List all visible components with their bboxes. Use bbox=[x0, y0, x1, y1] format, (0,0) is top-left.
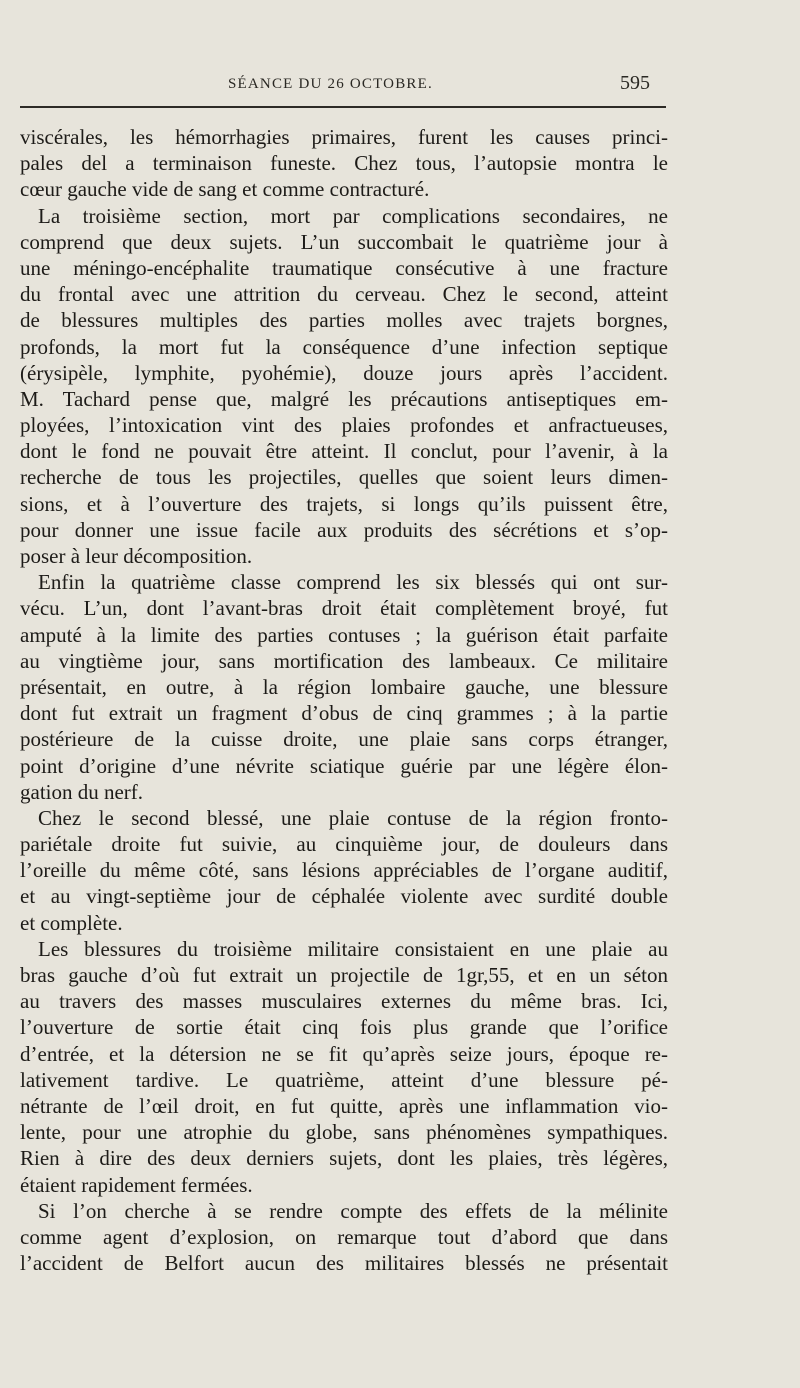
text-line: pales del a terminaison funeste. Chez tous, l’autopsie montra le bbox=[20, 151, 668, 176]
text-line: sions, et à l’ouverture des trajets, si longs qu’ils puissent être, bbox=[20, 491, 668, 516]
text-line: une méningo-encéphalite traumatique consécutive à une fracture bbox=[20, 255, 668, 280]
text-line: l’oreille du même côté, sans lésions appréciables de l’organe auditif, bbox=[20, 858, 668, 883]
text-line: gation du nerf. bbox=[20, 779, 144, 804]
text-line: lente, pour une atrophie du globe, sans phénomènes sympathiques. bbox=[20, 1120, 668, 1145]
body-text bbox=[20, 124, 668, 1276]
text-line: comme agent d’explosion, on remarque tout d’abord que dans bbox=[20, 1224, 668, 1249]
text-line: au vingtième jour, sans mortification des lambeaux. Ce militaire bbox=[20, 648, 668, 673]
text-line: profonds, la mort fut la conséquence d’une infection septique bbox=[20, 334, 668, 359]
text-line: vécu. L’un, dont l’avant-bras droit était complètement broyé, fut bbox=[20, 596, 668, 621]
running-title: SÉANCE DU 26 OCTOBRE. bbox=[228, 76, 433, 92]
text-line: amputé à la limite des parties contuses ; la guérison était parfaite bbox=[20, 622, 668, 647]
text-line: Rien à dire des deux derniers sujets, dont les plaies, très légères, bbox=[20, 1146, 668, 1171]
text-line: l’ouverture de sortie était cinq fois plus grande que l’orifice bbox=[20, 1015, 668, 1040]
header-rule bbox=[20, 106, 666, 108]
text-line: de blessures multiples des parties molles avec trajets borgnes, bbox=[20, 308, 668, 333]
text-line: La troisième section, mort par complications secondaires, ne bbox=[38, 203, 668, 228]
text-line: viscérales, les hémorrhagies primaires, furent les causes princi- bbox=[20, 125, 668, 149]
text-line: recherche de tous les projectiles, quelles que soient leurs dimen- bbox=[20, 465, 668, 490]
text-line: l’accident de Belfort aucun des militaires blessés ne présentait bbox=[20, 1251, 668, 1276]
text-line: Chez le second blessé, une plaie contuse de la région fronto- bbox=[38, 805, 668, 830]
text-line: point d’origine d’une névrite sciatique guérie par une légère élon- bbox=[20, 753, 668, 778]
text-line: étaient rapidement fermées. bbox=[20, 1172, 253, 1197]
text-line: pariétale droite fut suivie, au cinquième jour, de douleurs dans bbox=[20, 832, 668, 857]
text-line: postérieure de la cuisse droite, une plaie sans corps étranger, bbox=[20, 727, 668, 752]
text-line: (érysipèle, lymphite, pyohémie), douze jours après l’accident. bbox=[20, 360, 668, 385]
text-line: au travers des masses musculaires externes du même bras. Ici, bbox=[20, 989, 668, 1014]
text-line: lativement tardive. Le quatrième, atteint d’une blessure pé- bbox=[20, 1067, 668, 1092]
page-header bbox=[0, 68, 800, 104]
text-line: dont fut extrait un fragment d’obus de cinq grammes ; à la partie bbox=[20, 701, 668, 726]
text-line: nétrante de l’œil droit, en fut quitte, après une inflammation vio- bbox=[20, 1093, 668, 1118]
text-line: ployées, l’intoxication vint des plaies profondes et anfractueuses, bbox=[20, 413, 668, 438]
text-line: comprend que deux sujets. L’un succombait le quatrième jour à bbox=[20, 229, 668, 254]
text-line: et au vingt-septième jour de céphalée violente avec surdité double bbox=[20, 884, 668, 909]
text-line: dont le fond ne pouvait être atteint. Il conclut, pour l’avenir, à la bbox=[20, 439, 668, 464]
page-number: 595 bbox=[620, 72, 650, 94]
text-line: poser à leur décomposition. bbox=[20, 544, 253, 568]
text-line: du frontal avec une attrition du cerveau. Chez le second, atteint bbox=[20, 282, 668, 307]
text-line: bras gauche d’où fut extrait un projectile de 1gr,55, et en un séton bbox=[20, 963, 668, 987]
text-line: cœur gauche vide de sang et comme contracturé. bbox=[20, 177, 430, 202]
text-line: présentait, en outre, à la région lombaire gauche, une blessure bbox=[20, 674, 668, 699]
text-line: et complète. bbox=[20, 910, 123, 935]
text-line: d’entrée, et la détersion ne se fit qu’après seize jours, époque re- bbox=[20, 1041, 668, 1066]
text-line: M. Tachard pense que, malgré les précautions antiseptiques em- bbox=[20, 386, 668, 411]
text-line: Enfin la quatrième classe comprend les six blessés qui ont sur- bbox=[38, 570, 668, 595]
text-line: pour donner une issue facile aux produits des sécrétions et s’op- bbox=[20, 517, 668, 542]
text-line: Si l’on cherche à se rendre compte des effets de la mélinite bbox=[38, 1198, 668, 1223]
text-line: Les blessures du troisième militaire consistaient en une plaie au bbox=[38, 936, 668, 961]
